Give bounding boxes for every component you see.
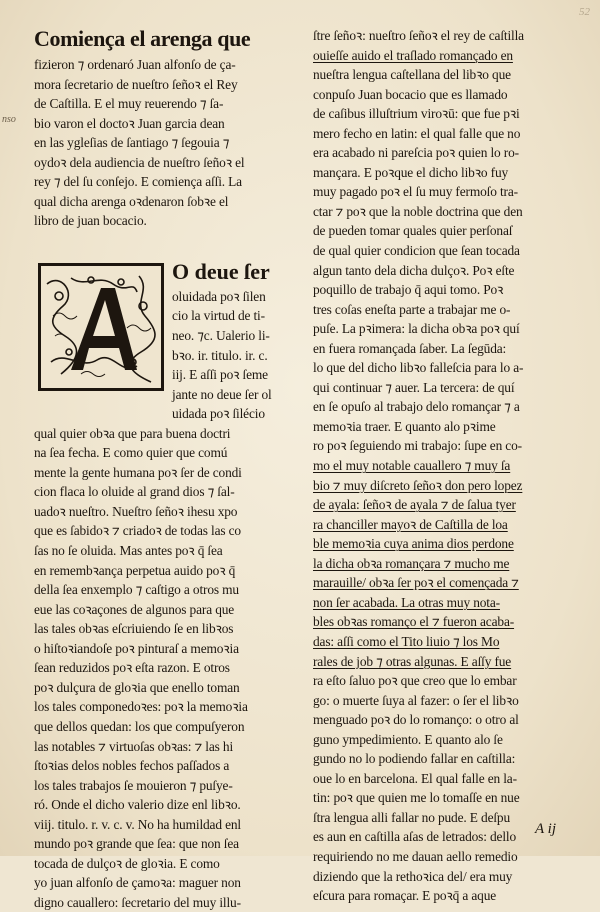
text-line: viij. titulo. r. v. c. v. No ha humildad enl	[34, 816, 242, 832]
text-line: los tales componedoꝛes: poꝛ la memoꝛia	[34, 699, 248, 715]
text-line: de pueden tomar quales quier perſonaſ	[313, 223, 513, 239]
text-line: en ſe opuſo al trabajo delo romançar ⁊ a	[313, 399, 520, 415]
text-line: bio varon el doctoꝛ Juan garcia dean	[34, 115, 225, 131]
text-line: neo. ⁊c. Ualerio li-	[172, 328, 270, 344]
text-line: que dellos quedan: los que compuſyeron	[34, 718, 245, 734]
text-line: rales de job ⁊ otras algunas. E aſſy fue	[313, 653, 512, 669]
left-column	[34, 26, 292, 912]
text-line: ouieſſe auido el traſlado romançado en	[313, 47, 513, 63]
text-line: uidada poꝛ ſilécio	[172, 406, 265, 422]
text-line: libro de juan bocacio.	[34, 213, 147, 229]
text-line: das: aſſi como el Tito liuio ⁊ los Mo	[313, 633, 500, 649]
text-line: la dicha obꝛa romançara ⁊ mucho me	[313, 555, 510, 571]
text-line: eſcura para romaçar. E poꝛq̄ a aque	[313, 888, 497, 904]
text-line: mundo poꝛ grande que ſea: que non ſea	[34, 836, 239, 852]
text-line: uadoꝛ nueſtro. Nueſtro ſeñoꝛ ihesu xpo	[34, 503, 238, 519]
left-body-text	[34, 424, 292, 912]
text-line: mo el muy notable cauallero ⁊ muy ſa	[313, 458, 511, 474]
right-column	[313, 26, 575, 906]
text-line: diziendo que la rethoꝛica del/ era muy	[313, 868, 513, 884]
text-line: lo que del dicho libꝛo falleſcia para lo a-	[313, 360, 524, 376]
text-line: en las ygleſias de ſantiago ⁊ ſegouia ⁊	[34, 135, 230, 151]
text-line: ctar ⁊ poꝛ que la noble doctrina que den	[313, 203, 523, 219]
text-line: qual quier obꝛa que para buena doctri	[34, 425, 231, 441]
text-line: de ayala: ſeñoꝛ de ayala ⁊ de ſalua tyer	[313, 497, 516, 513]
text-line: o hiſtoꝛiandoſe poꝛ pinturaſ a memoꝛia	[34, 640, 239, 656]
text-line: bles obꝛas romanço el ⁊ fueron acaba-	[313, 614, 515, 630]
text-line: non ſer acabada. La otras muy nota-	[313, 594, 500, 610]
text-line: de caſibus illuſtrium viroꝛū: que fue pꝛi	[313, 106, 520, 122]
text-line: marauille/ obꝛa ſer poꝛ el començada ⁊	[313, 575, 519, 591]
text-line: iij. E aſſi poꝛ ſeme	[172, 367, 268, 383]
text-line: mente la gente humana poꝛ ſer de condi	[34, 464, 242, 480]
text-line: en fuera romançada ſaber. La ſegūda:	[313, 340, 507, 356]
text-line: de qual quier condicion que ſean tocada	[313, 243, 520, 259]
text-line: oluidada poꝛ ſilen	[172, 288, 266, 304]
opening-block	[34, 257, 292, 424]
right-body-text	[313, 26, 575, 906]
text-line: ra eſto ſaluo poꝛ que creo que lo embar	[313, 673, 517, 689]
text-line: mançara. E poꝛque el dicho libꝛo fuy	[313, 164, 509, 180]
text-line: ró. Onde el dicho valerio dize enl libꝛo.	[34, 797, 241, 813]
text-line: conpuſo Juan bocacio que es llamado	[313, 86, 508, 102]
text-line: bꝛo. ir. titulo. ir. c.	[172, 347, 268, 363]
opening-words: O deue ſer	[172, 258, 270, 284]
text-line: della ſea enxemplo ⁊ caſtigo a otros mu	[34, 582, 239, 598]
text-line: nueſtra lengua caſtellana del libꝛo que	[313, 67, 511, 83]
text-line: eue las coꝛaçones de algunos para que	[34, 601, 235, 617]
text-line: rey ⁊ del ſu conſejo. E comiença aſſi. La	[34, 174, 242, 190]
text-line: mero fecho en latin: el qual falle que no	[313, 125, 521, 141]
text-line: guno ympedimiento. E quanto alo ſe	[313, 731, 503, 747]
text-line: bio ⁊ muy diſcreto ſeñoꝛ don pero lopez	[313, 477, 523, 493]
text-line: en remembꝛança perpetua auido poꝛ q̄	[34, 562, 236, 578]
text-line: requiriendo no me dauan aello remedio	[313, 848, 518, 864]
text-line: gundo no lo podiendo fallar en caſtilla:	[313, 751, 516, 767]
folio-signature: A ij	[535, 821, 556, 837]
text-line: fizieron ⁊ ordenaró Juan alfonſo de ça-	[34, 57, 236, 72]
text-line: memoꝛia traer. E quanto alo pꝛime	[313, 418, 496, 434]
text-line: ſas no ſe oluida. Mas antes poꝛ q̄ ſea	[34, 543, 223, 559]
text-line: qual dicha arenga oꝛdenaron ſobꝛe el	[34, 193, 229, 209]
text-line: qui continuar ⁊ auer. La tercera: de quí	[313, 379, 515, 395]
margin-note: nso	[2, 114, 16, 125]
text-line: los tales trabajos ſe mouieron ⁊ puſye-	[34, 777, 233, 793]
intro-paragraph	[34, 55, 292, 231]
text-line: jante no deue ſer ol	[172, 386, 272, 402]
text-line: menguado poꝛ do lo romanço: o otro al	[313, 712, 519, 728]
text-line: ſtra lengua alli fallar no pude. E deſpu	[313, 809, 511, 825]
text-line: cio la virtud de ti-	[172, 308, 265, 324]
text-line: digno cauallero: ſecretario del muy illu-	[34, 894, 241, 910]
text-line: tin: poꝛ que quien me lo tomaſſe en nue	[313, 790, 520, 806]
text-line: las notables ⁊ virtuoſas obꝛas: ⁊ las hi	[34, 738, 234, 754]
text-line: de Caſtilla. E el muy reuerendo ⁊ ſa-	[34, 96, 224, 112]
text-line: tres coſas eneſta parte a trabajar me o-	[313, 301, 511, 317]
text-line: ra chanciller mayoꝛ de Caſtilla de loa	[313, 516, 508, 532]
text-line: poquillo de trabajo q̄ aqui tomo. Poꝛ	[313, 282, 504, 298]
text-line: era acabado ni pareſcia poꝛ quien lo ro-	[313, 145, 519, 161]
text-line: oue lo en barcelona. El qual falle en la-	[313, 770, 517, 786]
corner-pencil-mark: 52	[579, 6, 590, 18]
text-line: ble memoꝛia cuya anima dios perdone	[313, 536, 514, 552]
text-line: muy pagado poꝛ el ſu muy fermoſo tra-	[313, 184, 518, 200]
decorated-initial-woodcut	[38, 263, 164, 391]
text-line: tocada de dulçoꝛ de gloꝛia. E como	[34, 855, 220, 871]
text-line: oydoꝛ dela audiencia de nueſtro ſeñoꝛ el	[34, 154, 245, 170]
text-line: ſtre ſeñoꝛ: nueſtro ſeñoꝛ el rey de caſtilla	[313, 28, 524, 43]
text-line: poꝛ dulçura de gloꝛia que enello toman	[34, 679, 240, 695]
text-line: puſe. La pꝛimera: la dicha obꝛa poꝛ quí	[313, 321, 520, 337]
text-line: mora ſecretario de nueſtro ſeñoꝛ el Rey	[34, 76, 238, 92]
text-line: na ſea fecha. E como quier que comú	[34, 445, 228, 461]
text-line: las tales obꝛas eſcriuiendo ſe en libꝛos	[34, 621, 234, 637]
text-line: algun tanto dela dicha dulçoꝛ. Poꝛ eſte	[313, 262, 515, 278]
text-line: que es ſabidoꝛ ⁊ criadoꝛ de todas las co	[34, 523, 241, 539]
text-line: ſtoꝛias delos nobles fechos paſſados a	[34, 758, 230, 774]
text-line: cion flaca lo oluide al grand dios ⁊ ſal-	[34, 484, 235, 500]
text-line: yo juan alfonſo de çamoꝛa: maguer non	[34, 875, 241, 891]
text-line: ro poꝛ ſeguiendo mi trabajo: ſupe en co-	[313, 438, 522, 454]
text-line: es aun en caſtilla aſas de letrados: dello	[313, 829, 517, 845]
text-line: go: o muerte ſuya al fazer: o ſer el libꝛo	[313, 692, 519, 708]
chapter-heading: Comiença el arenga que	[34, 26, 251, 51]
text-line: ſean reduzidos poꝛ eſta razon. E otros	[34, 660, 230, 676]
